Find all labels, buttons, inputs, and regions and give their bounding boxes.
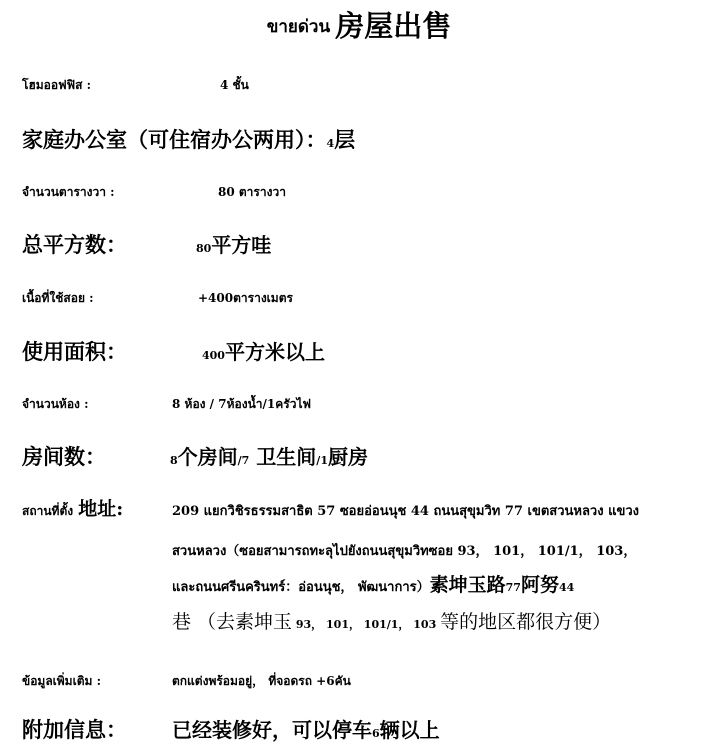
address-line-4: 巷 （去素坤玉 93， 101， 101/1， 103 等的地区都很方便） — [172, 611, 612, 633]
land-area-value-thai: 80 ตารางวา — [218, 185, 286, 199]
usable-area-value-chinese: 400平方米以上 — [202, 340, 325, 364]
address-label: สถานที่ตั้ง 地址: — [22, 498, 124, 520]
home-office-value-thai: 4 ชั้น — [220, 78, 249, 92]
usable-area-value-thai: +400ตารางเมตร — [198, 291, 293, 305]
title-thai: ขายด่วน — [266, 17, 331, 37]
land-area-label-chinese: 总平方数： — [22, 232, 127, 257]
address-line-2: สวนหลวง（ซอยสามารถทะลุไปยังถนนสุขุมวิทซอย 93， 101， 101/1， 103， — [172, 544, 637, 559]
land-area-value-chinese: 80平方哇 — [196, 233, 272, 257]
rooms-label-chinese: 房间数： — [22, 444, 106, 469]
usable-area-label-thai: เนื้อที่ใช้สอย : — [22, 291, 94, 305]
address-line-1: 209 แยกวิชิรธรรมสาธิต 57 ซอยอ่อนนุช 44 ถนนสุขุมวิท 77 เขตสวนหลวง แขวง — [172, 504, 640, 519]
rooms-value-thai: 8 ห้อง / 7ห้องน้ำ/1ครัวไฟ — [172, 397, 311, 411]
extra-info-label-chinese: 附加信息： — [22, 717, 127, 742]
home-office-label-chinese: 家庭办公室（可住宿办公两用）：4层 — [22, 127, 356, 152]
floors-number: 4 — [326, 137, 335, 150]
rooms-value-chinese: 8个房间/7 卫生间/1厨房 — [170, 445, 368, 469]
extra-info-label-thai: ข้อมูลเพิ่มเติม : — [22, 674, 102, 688]
floors-unit: 层 — [334, 127, 356, 152]
page-title — [0, 4, 718, 45]
address-line-3: และถนนศรีนครินทร์：อ่อนนุช， พัฒนาการ）素坤玉路77阿努44 — [172, 574, 575, 596]
rooms-label-thai: จำนวนห้อง : — [22, 397, 89, 411]
extra-info-value-chinese: 已经装修好，可以停车6辆以上 — [172, 718, 440, 742]
home-office-label-thai: โฮมออฟฟิส : — [22, 78, 92, 92]
extra-info-value-thai: ตกแต่งพร้อมอยู่， ที่จอดรถ +6คัน — [172, 674, 351, 688]
title-chinese: 房屋出售 — [335, 9, 452, 43]
usable-area-label-chinese: 使用面积： — [22, 339, 127, 364]
land-area-label-thai: จำนวนตารางวา : — [22, 185, 115, 199]
